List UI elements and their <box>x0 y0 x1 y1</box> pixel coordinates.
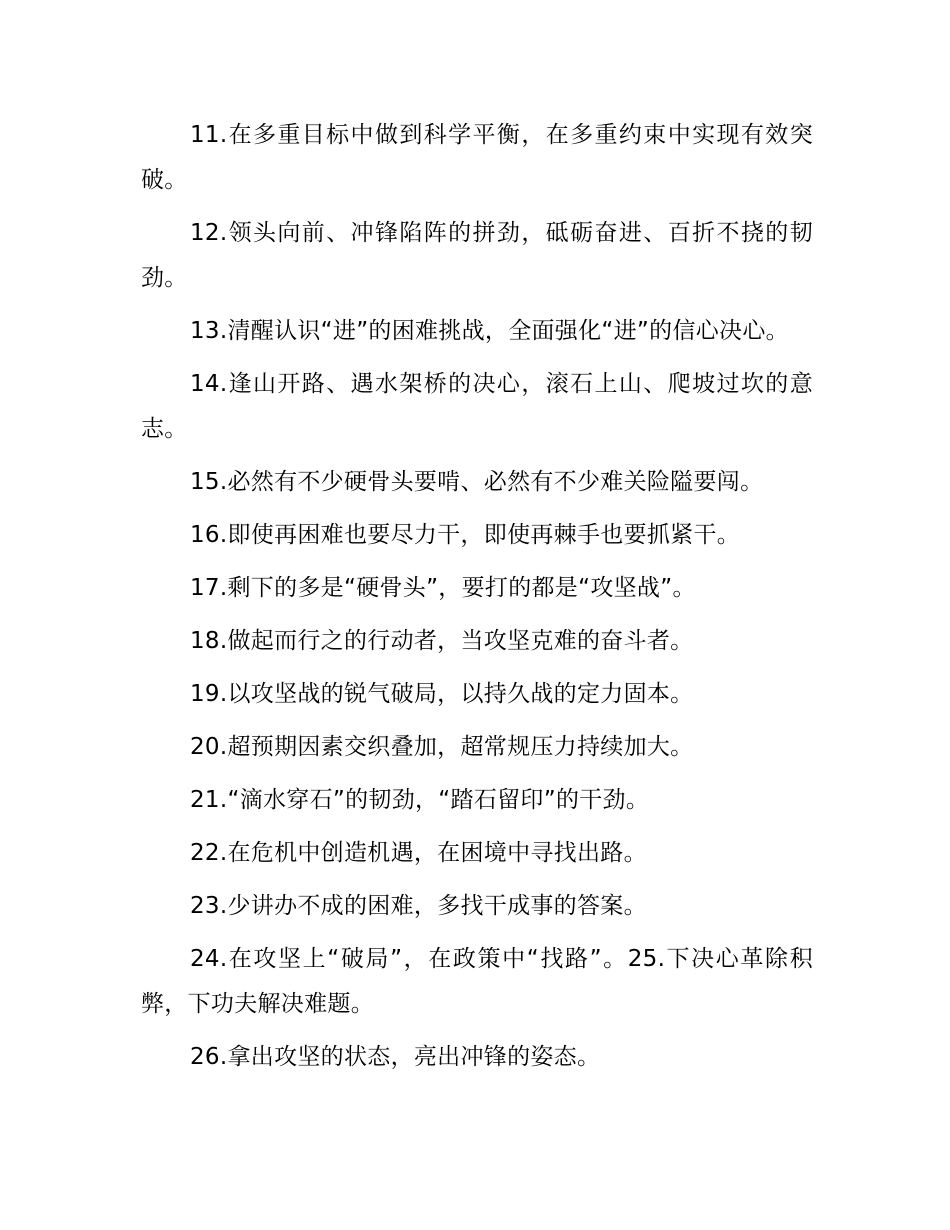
paragraph-19: 19.以攻坚战的锐气破局，以持久战的定力固本。 <box>190 681 694 707</box>
paragraph-21: 21.“滴水穿石”的韧劲，“踏石留印”的干劲。 <box>190 787 650 813</box>
paragraph-20: 20.超预期因素交织叠加，超常规压力持续加大。 <box>190 734 694 760</box>
paragraph-16: 16.即使再困难也要尽力干，即使再棘手也要抓紧干。 <box>190 522 741 548</box>
paragraph-11: 11.在多重目标中做到科学平衡，在多重约束中实现有效突破。 <box>141 122 813 193</box>
paragraph-18: 18.做起而行之的行动者，当攻坚克难的奋斗者。 <box>190 628 694 654</box>
document-body <box>141 113 813 1088</box>
paragraph-17: 17.剩下的多是“硬骨头”，要打的都是“攻坚战”。 <box>190 575 696 601</box>
paragraph-13: 13.清醒认识“进”的困难挑战，全面强化“进”的信心决心。 <box>190 318 789 344</box>
paragraph-14: 14.逢山开路、遇水架桥的决心，滚石上山、爬坡过坎的意志。 <box>141 371 813 442</box>
paragraph-23: 23.少讲办不成的困难，多找干成事的答案。 <box>190 893 647 919</box>
paragraph-12: 12.领头向前、冲锋陷阵的拼劲，砥砺奋进、百折不挠的韧劲。 <box>141 220 813 291</box>
paragraph-26: 26.拿出攻坚的状态，亮出冲锋的姿态。 <box>190 1044 601 1070</box>
paragraph-22: 22.在危机中创造机遇，在困境中寻找出路。 <box>190 840 647 866</box>
paragraph-24-25: 24.在攻坚上“破局”，在政策中“找路”。25.下决心革除积弊，下功夫解决难题。 <box>141 946 813 1017</box>
paragraph-15: 15.必然有不少硬骨头要啃、必然有不少难关险隘要闯。 <box>190 469 764 495</box>
